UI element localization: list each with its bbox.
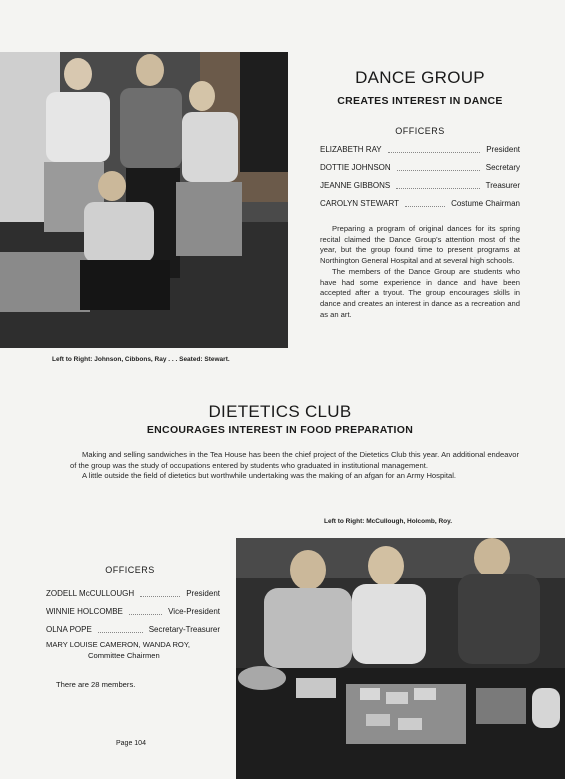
dance-paragraph-2: The members of the Dance Group are students who have had some experience in dance and have been accepted after a tryout. The group encourages skills in dance and creates an interest in dance as a recreation and as an art. — [320, 266, 520, 319]
members-note: There are 28 members. — [56, 680, 136, 689]
leader-dots — [396, 182, 479, 189]
officer-row — [320, 194, 520, 212]
officer-name: JEANNE GIBBONS — [320, 180, 391, 190]
officer-name: CAROLYN STEWART — [320, 198, 399, 208]
dance-group-description — [320, 224, 520, 320]
dance-group-photo-art — [0, 52, 288, 348]
officer-row — [320, 140, 520, 158]
officer-row — [46, 602, 220, 620]
leader-dots — [140, 590, 180, 597]
officer-row — [46, 620, 220, 638]
dance-officers-list — [320, 140, 520, 212]
officer-row — [320, 158, 520, 176]
leader-dots — [397, 164, 480, 171]
dietetics-paragraph-1: Making and selling sandwiches in the Tea House has been the chief project of the Dietetics Club this year. An additional endeavor of the group was the study of occupations entered by students who graduated in institutional management. — [70, 450, 519, 470]
officer-role: Costume Chairman — [451, 198, 520, 208]
leader-dots — [129, 608, 162, 615]
dietetics-paragraph-2: A little outside the field of dietetics but worthwhile undertaking was the making of an afgan for an Army Hospital. — [82, 471, 456, 481]
officer-name: OLNA POPE — [46, 624, 92, 634]
dietetics-photo-caption: Left to Right: McCullough, Holcomb, Roy. — [324, 518, 453, 525]
officer-name: DOTTIE JOHNSON — [320, 162, 391, 172]
leader-dots — [98, 626, 143, 633]
dance-officers-heading: OFFICERS — [395, 126, 445, 136]
page-number: Page 104 — [116, 740, 146, 747]
committee-role: Committee Chairmen — [88, 651, 160, 660]
dance-photo-caption: Left to Right: Johnson, Cibbons, Ray . . . Seated: Stewart. — [52, 356, 230, 363]
committee-names: MARY LOUISE CAMERON, WANDA ROY, — [46, 640, 191, 649]
dance-group-photo — [0, 52, 288, 348]
dietetics-club-title: DIETETICS CLUB — [208, 402, 352, 421]
officer-role: President — [186, 588, 220, 598]
dietetics-club-photo-art — [236, 538, 565, 779]
dance-paragraph-1: Preparing a program of original dances for its spring recital claimed the Dance Group's attention most of the year, but the group found time to present programs at Northington General Hospital and at several high schools. — [320, 224, 520, 266]
dietetics-description — [70, 450, 519, 482]
dietetics-club-subtitle: ENCOURAGES INTEREST IN FOOD PREPARATION — [146, 424, 414, 436]
dance-group-subtitle: CREATES INTEREST IN DANCE — [337, 95, 503, 107]
officer-name: ELIZABETH RAY — [320, 144, 382, 154]
officer-role: Vice-President — [168, 606, 220, 616]
officer-role: Secretary — [485, 162, 520, 172]
leader-dots — [388, 146, 481, 153]
officer-role: Secretary-Treasurer — [148, 624, 220, 634]
officer-role: President — [486, 144, 520, 154]
dietetics-officers-heading: OFFICERS — [105, 565, 155, 575]
officer-role: Treasurer — [485, 180, 520, 190]
officer-name: WINNIE HOLCOMBE — [46, 606, 123, 616]
officer-row — [46, 584, 220, 602]
officer-name: ZODELL McCULLOUGH — [46, 588, 135, 598]
officer-row — [320, 176, 520, 194]
leader-dots — [405, 200, 445, 207]
dance-group-title: DANCE GROUP — [355, 68, 485, 87]
dietetics-club-photo — [236, 538, 565, 779]
dietetics-officers-list — [46, 584, 220, 638]
